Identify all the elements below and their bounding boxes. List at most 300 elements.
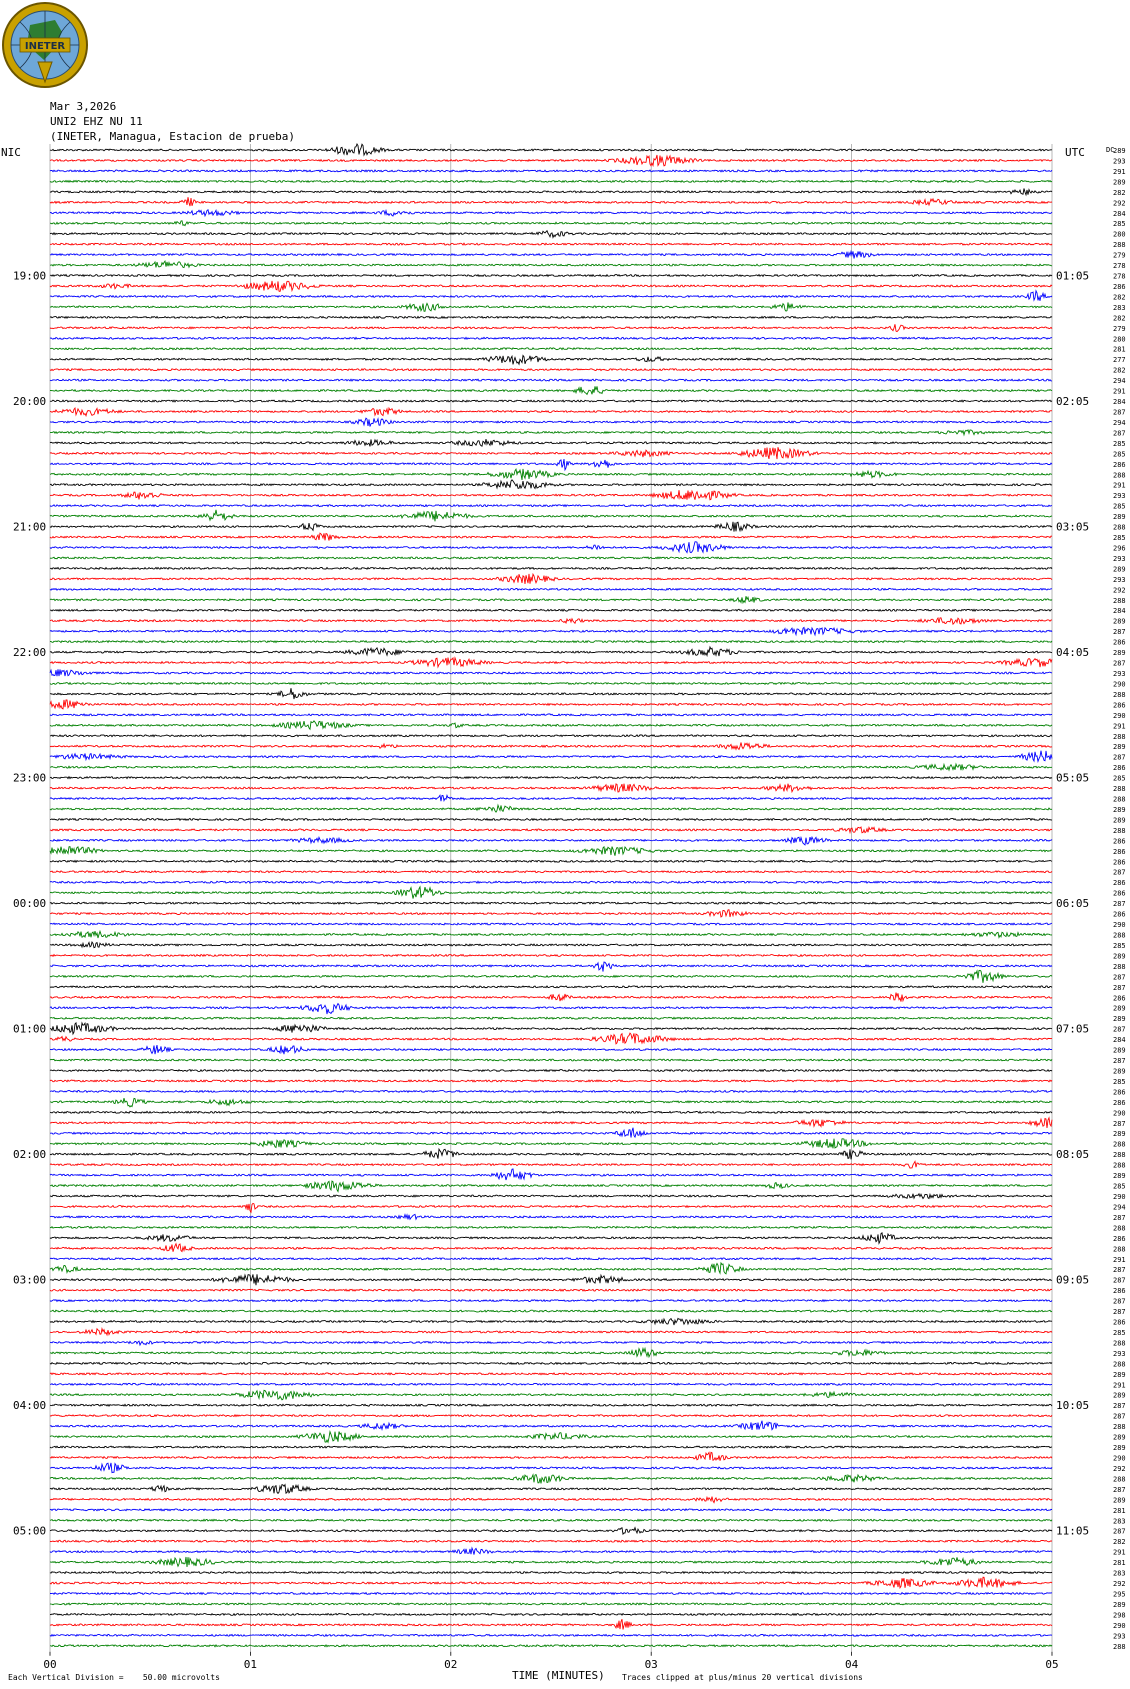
trace-109: [50, 1274, 1052, 1285]
trace-52: [50, 683, 1052, 685]
trace-86: [50, 1033, 1052, 1044]
dc-offset-value: 290: [1113, 921, 1126, 930]
dc-offset-value: 277: [1113, 356, 1126, 365]
trace-70: [50, 871, 1052, 873]
trace-131: [50, 1509, 1052, 1511]
dc-offset-value: 287: [1113, 1266, 1126, 1275]
dc-offset-value: 286: [1113, 764, 1126, 773]
trace-72: [50, 887, 1052, 899]
dc-offset-value: 287: [1113, 1527, 1126, 1536]
dc-offset-value: 285: [1113, 450, 1126, 459]
x-tick-label: 01: [243, 1657, 258, 1671]
dc-offset-value: 286: [1113, 879, 1126, 888]
trace-64: [50, 805, 1052, 812]
trace-96: [50, 1139, 1052, 1149]
trace-130: [50, 1497, 1052, 1503]
trace-119: [50, 1383, 1052, 1385]
trace-51: [50, 669, 1052, 676]
dc-offset-value: 289: [1113, 1004, 1126, 1013]
dc-offset-value: 289: [1113, 1444, 1126, 1453]
dc-offset-value: 283: [1113, 1517, 1126, 1526]
seismic-traces: [50, 144, 1052, 1647]
dc-offset-value: 285: [1113, 1077, 1126, 1086]
trace-83: [50, 1004, 1052, 1015]
trace-20: [50, 348, 1052, 350]
trace-75: [50, 923, 1052, 925]
trace-117: [50, 1363, 1052, 1365]
trace-44: [50, 596, 1052, 603]
trace-26: [50, 408, 1052, 416]
left-time-label: 22:00: [13, 646, 47, 660]
trace-15: [50, 291, 1052, 301]
trace-11: [50, 251, 1052, 258]
trace-137: [50, 1572, 1052, 1574]
trace-71: [50, 881, 1052, 883]
trace-50: [50, 658, 1052, 668]
right-axis-title: UTC: [1065, 146, 1085, 159]
dc-offset-value: 279: [1113, 324, 1126, 333]
dc-offset-value: 298: [1113, 1611, 1126, 1620]
trace-30: [50, 447, 1052, 459]
trace-69: [50, 860, 1052, 862]
dc-offset-value: 292: [1113, 586, 1126, 595]
trace-101: [50, 1194, 1052, 1199]
trace-87: [50, 1045, 1052, 1054]
dc-offset-value: 286: [1113, 858, 1126, 867]
trace-90: [50, 1080, 1052, 1082]
trace-43: [50, 588, 1052, 590]
trace-5: [50, 189, 1052, 195]
trace-114: [50, 1329, 1052, 1335]
trace-10: [50, 243, 1052, 245]
trace-94: [50, 1118, 1052, 1128]
trace-35: [50, 505, 1052, 507]
trace-45: [50, 609, 1052, 611]
dc-offset-value: 282: [1113, 1538, 1126, 1547]
trace-23: [50, 379, 1052, 381]
dc-offset-value: 289: [1113, 1370, 1126, 1379]
dc-offset-value: 287: [1113, 1297, 1126, 1306]
dc-offset-value: 289: [1113, 1172, 1126, 1181]
right-time-label: 02:05: [1056, 395, 1090, 409]
dc-offset-value: 289: [1113, 513, 1126, 522]
trace-29: [50, 439, 1052, 446]
dc-offset-value: 282: [1113, 188, 1126, 197]
dc-offset-value: 288: [1113, 1339, 1126, 1348]
dc-offset-value: 289: [1113, 1130, 1126, 1139]
trace-1: [50, 144, 1052, 155]
trace-68: [50, 847, 1052, 856]
trace-18: [50, 324, 1052, 331]
left-time-labels: [13, 270, 46, 1538]
right-time-label: 11:05: [1056, 1524, 1090, 1538]
dc-offset-value: 288: [1113, 1642, 1126, 1651]
trace-3: [50, 170, 1052, 172]
dc-offset-value: 281: [1113, 1506, 1126, 1515]
right-time-label: 03:05: [1056, 520, 1090, 534]
trace-141: [50, 1614, 1052, 1616]
trace-40: [50, 557, 1052, 559]
dc-offset-value: 287: [1113, 408, 1126, 417]
trace-21: [50, 356, 1052, 365]
trace-19: [50, 337, 1052, 339]
dc-offset-value: 286: [1113, 910, 1126, 919]
dc-offset-value: 288: [1113, 1475, 1126, 1484]
dc-offset-value: 292: [1113, 1464, 1126, 1473]
trace-16: [50, 302, 1052, 311]
trace-73: [50, 902, 1052, 904]
trace-47: [50, 628, 1052, 635]
dc-offset-value: 286: [1113, 1318, 1126, 1327]
x-axis-ticks: [43, 1652, 1058, 1671]
trace-27: [50, 418, 1052, 426]
dc-offset-value: 282: [1113, 366, 1126, 375]
dc-offset-value: 288: [1113, 1151, 1126, 1160]
trace-98: [50, 1161, 1052, 1168]
dc-offset-value: 293: [1113, 554, 1126, 563]
left-time-label: 04:00: [13, 1399, 47, 1413]
dc-offset-value: 280: [1113, 230, 1126, 239]
dc-offset-value: 293: [1113, 157, 1126, 166]
dc-offset-value: 290: [1113, 711, 1126, 720]
trace-108: [50, 1263, 1052, 1274]
left-time-label: 19:00: [13, 269, 47, 283]
dc-offset-value: 289: [1113, 1046, 1126, 1055]
trace-138: [50, 1577, 1052, 1588]
trace-67: [50, 837, 1052, 845]
dc-offset-value: 289: [1113, 649, 1126, 658]
trace-127: [50, 1463, 1052, 1473]
dc-offset-value: 286: [1113, 638, 1126, 647]
trace-4: [50, 181, 1052, 183]
dc-offset-value: 294: [1113, 1203, 1126, 1212]
trace-133: [50, 1528, 1052, 1534]
trace-65: [50, 819, 1052, 821]
trace-61: [50, 777, 1052, 779]
dc-offset-value: 288: [1113, 732, 1126, 741]
trace-88: [50, 1059, 1052, 1061]
trace-113: [50, 1318, 1052, 1325]
dc-offset-value: 285: [1113, 941, 1126, 950]
dc-offset-value: 282: [1113, 293, 1126, 302]
trace-126: [50, 1452, 1052, 1460]
trace-132: [50, 1519, 1052, 1521]
dc-offset-value: 286: [1113, 847, 1126, 856]
trace-100: [50, 1181, 1052, 1191]
trace-82: [50, 993, 1052, 1002]
dc-offset-value: 289: [1113, 178, 1126, 187]
trace-95: [50, 1128, 1052, 1138]
dc-offset-value: 290: [1113, 1454, 1126, 1463]
dc-offset-value: 289: [1113, 147, 1126, 155]
dc-offset-value: 283: [1113, 1569, 1126, 1578]
dc-offset-value: 291: [1113, 1255, 1126, 1264]
trace-107: [50, 1258, 1052, 1260]
dc-offset-value: 287: [1113, 1057, 1126, 1066]
dc-offset-value: 289: [1113, 1391, 1126, 1400]
dc-offset-value: 287: [1113, 983, 1126, 992]
dc-offset-value: 293: [1113, 1632, 1126, 1641]
trace-116: [50, 1349, 1052, 1357]
dc-offset-value: 286: [1113, 1234, 1126, 1243]
dc-offset-value: 286: [1113, 837, 1126, 846]
x-tick-label: 00: [43, 1657, 57, 1671]
dc-offset-value: 288: [1113, 931, 1126, 940]
dc-offset-value: 288: [1113, 785, 1126, 794]
x-tick-label: 05: [1045, 1657, 1059, 1671]
trace-106: [50, 1244, 1052, 1252]
left-time-label: 21:00: [13, 520, 47, 534]
trace-28: [50, 430, 1052, 435]
dc-offset-value: 289: [1113, 617, 1126, 626]
dc-offset-value: 287: [1113, 753, 1126, 762]
dc-offset-value: 285: [1113, 1182, 1126, 1191]
dc-offset-value: 285: [1113, 534, 1126, 543]
dc-offset-value: 288: [1113, 690, 1126, 699]
trace-25: [50, 400, 1052, 402]
trace-143: [50, 1634, 1052, 1636]
dc-offset-value: 290: [1113, 1193, 1126, 1201]
trace-53: [50, 688, 1052, 699]
dc-offset-value: 286: [1113, 460, 1126, 469]
x-tick-label: 02: [444, 1657, 458, 1671]
trace-105: [50, 1233, 1052, 1244]
trace-84: [50, 1017, 1052, 1019]
trace-97: [50, 1149, 1052, 1159]
trace-121: [50, 1404, 1052, 1406]
trace-120: [50, 1390, 1052, 1400]
trace-124: [50, 1432, 1052, 1443]
trace-32: [50, 469, 1052, 480]
dc-offset-value: 287: [1113, 628, 1126, 637]
trace-144: [50, 1645, 1052, 1647]
dc-offset-value: 287: [1113, 1025, 1126, 1034]
dc-offset-value: 289: [1113, 1067, 1126, 1076]
trace-9: [50, 231, 1052, 238]
x-axis-label: TIME (MINUTES): [512, 1669, 605, 1682]
trace-14: [50, 281, 1052, 292]
dc-offset-value: 288: [1113, 1224, 1126, 1233]
right-time-label: 10:05: [1056, 1399, 1090, 1413]
dc-offset-value: 289: [1113, 816, 1126, 825]
trace-58: [50, 743, 1052, 750]
dc-offset-value: 280: [1113, 335, 1126, 344]
trace-123: [50, 1421, 1052, 1430]
dc-offset-value: 287: [1113, 900, 1126, 909]
trace-85: [50, 1023, 1052, 1034]
trace-89: [50, 1070, 1052, 1072]
trace-24: [50, 386, 1052, 394]
trace-110: [50, 1289, 1052, 1291]
dc-offset-value: 284: [1113, 1036, 1126, 1045]
dc-offset-value: 288: [1113, 1161, 1126, 1170]
trace-34: [50, 490, 1052, 500]
header-date: Mar 3,2026: [50, 100, 117, 113]
dc-offset-value: 293: [1113, 670, 1126, 678]
trace-102: [50, 1203, 1052, 1212]
trace-37: [50, 522, 1052, 532]
dc-offset-value: 287: [1113, 1412, 1126, 1421]
trace-103: [50, 1214, 1052, 1219]
trace-49: [50, 647, 1052, 656]
trace-62: [50, 784, 1052, 792]
dc-offset-value: 292: [1113, 199, 1126, 208]
trace-42: [50, 574, 1052, 584]
dc-offset-value: 286: [1113, 1088, 1126, 1097]
trace-78: [50, 955, 1052, 957]
dc-offset-value: 296: [1113, 544, 1126, 553]
dc-offset-value: 286: [1113, 994, 1126, 1003]
dc-offset-value: 290: [1113, 1109, 1126, 1118]
trace-91: [50, 1091, 1052, 1093]
trace-135: [50, 1548, 1052, 1555]
dc-offset-value: 293: [1113, 492, 1126, 501]
right-time-label: 06:05: [1056, 897, 1090, 911]
minute-gridlines: [50, 144, 1052, 1652]
dc-offset-value: 289: [1113, 565, 1126, 574]
trace-38: [50, 533, 1052, 540]
dc-offset-value: 289: [1113, 1496, 1126, 1505]
trace-104: [50, 1227, 1052, 1229]
right-time-label: 07:05: [1056, 1022, 1090, 1036]
dc-offset-value: 286: [1113, 1287, 1126, 1296]
trace-74: [50, 910, 1052, 917]
dc-offset-value: 289: [1113, 1433, 1126, 1442]
trace-76: [50, 931, 1052, 938]
trace-7: [50, 210, 1052, 216]
right-time-label: 04:05: [1056, 646, 1090, 660]
dc-offset-value: 285: [1113, 774, 1126, 783]
dc-offset-value: 284: [1113, 607, 1126, 616]
x-tick-label: 04: [844, 1657, 859, 1671]
trace-46: [50, 618, 1052, 624]
trace-2: [50, 155, 1052, 166]
dc-offset-value: 278: [1113, 262, 1126, 271]
dc-offset-value: 284: [1113, 398, 1126, 407]
trace-77: [50, 942, 1052, 948]
trace-48: [50, 641, 1052, 643]
left-time-label: 00:00: [13, 897, 47, 911]
dc-offset-labels: [1113, 147, 1126, 1651]
left-axis-title: NIC: [1, 146, 21, 159]
dc-offset-value: 288: [1113, 241, 1126, 250]
dc-offset-value: 278: [1113, 272, 1126, 281]
trace-56: [50, 721, 1052, 729]
right-time-labels: [1056, 270, 1089, 1538]
x-tick-label: 03: [644, 1657, 658, 1671]
trace-22: [50, 369, 1052, 371]
dc-offset-value: 289: [1113, 743, 1126, 752]
dc-offset-value: 289: [1113, 952, 1126, 961]
right-values-title: DC: [1106, 146, 1115, 154]
trace-41: [50, 568, 1052, 570]
trace-129: [50, 1485, 1052, 1494]
dc-offset-value: 295: [1113, 1590, 1126, 1599]
dc-offset-value: 285: [1113, 502, 1126, 511]
dc-offset-value: 293: [1113, 575, 1126, 584]
trace-111: [50, 1300, 1052, 1302]
dc-offset-value: 293: [1113, 1349, 1126, 1358]
trace-8: [50, 221, 1052, 226]
dc-offset-value: 287: [1113, 429, 1126, 438]
right-time-label: 05:05: [1056, 771, 1090, 785]
dc-offset-value: 292: [1113, 1580, 1126, 1589]
right-time-label: 08:05: [1056, 1148, 1090, 1162]
dc-offset-value: 281: [1113, 1559, 1126, 1568]
trace-63: [50, 795, 1052, 801]
dc-offset-value: 291: [1113, 722, 1126, 731]
dc-offset-value: 289: [1113, 1600, 1126, 1609]
logo-text: INETER: [24, 41, 66, 52]
header-station: UNI2 EHZ NU 11: [50, 115, 143, 128]
trace-31: [50, 459, 1052, 470]
trace-17: [50, 317, 1052, 319]
trace-128: [50, 1475, 1052, 1484]
dc-offset-value: 286: [1113, 282, 1126, 291]
trace-39: [50, 542, 1052, 553]
dc-offset-value: 281: [1113, 345, 1126, 354]
left-time-label: 05:00: [13, 1524, 47, 1538]
trace-81: [50, 986, 1052, 988]
dc-offset-value: 282: [1113, 314, 1126, 323]
left-time-label: 20:00: [13, 395, 47, 409]
dc-offset-value: 288: [1113, 596, 1126, 605]
clip-note: Traces clipped at plus/minus 20 vertical divisions: [622, 1673, 863, 1682]
dc-offset-value: 289: [1113, 805, 1126, 814]
trace-60: [50, 764, 1052, 770]
dc-offset-value: 287: [1113, 1276, 1126, 1285]
dc-offset-value: 288: [1113, 962, 1126, 971]
trace-54: [50, 700, 1052, 709]
trace-13: [50, 275, 1052, 277]
trace-80: [50, 970, 1052, 983]
dc-offset-value: 294: [1113, 377, 1126, 386]
dc-offset-value: 290: [1113, 680, 1126, 689]
dc-offset-value: 285: [1113, 220, 1126, 229]
left-time-label: 03:00: [13, 1273, 47, 1287]
dc-offset-value: 294: [1113, 418, 1126, 427]
trace-99: [50, 1169, 1052, 1180]
dc-offset-value: 286: [1113, 1098, 1126, 1107]
dc-offset-value: 289: [1113, 1015, 1126, 1024]
dc-offset-value: 288: [1113, 1245, 1126, 1254]
trace-134: [50, 1540, 1052, 1542]
left-time-label: 02:00: [13, 1148, 47, 1162]
trace-12: [50, 261, 1052, 268]
left-time-label: 23:00: [13, 771, 47, 785]
left-time-label: 01:00: [13, 1022, 47, 1036]
right-time-label: 01:05: [1056, 269, 1090, 283]
dc-offset-value: 284: [1113, 209, 1126, 218]
dc-offset-value: 279: [1113, 251, 1126, 260]
trace-59: [50, 751, 1052, 762]
trace-57: [50, 735, 1052, 737]
trace-136: [50, 1557, 1052, 1567]
dc-offset-value: 288: [1113, 795, 1126, 804]
trace-79: [50, 962, 1052, 972]
trace-125: [50, 1446, 1052, 1448]
dc-offset-value: 287: [1113, 1402, 1126, 1411]
dc-offset-value: 290: [1113, 1621, 1126, 1630]
scale-note: Each Vertical Division = 50.00 microvolts: [8, 1673, 220, 1682]
dc-offset-value: 287: [1113, 1485, 1126, 1494]
dc-offset-value: 291: [1113, 167, 1126, 176]
trace-115: [50, 1341, 1052, 1345]
dc-offset-value: 288: [1113, 1360, 1126, 1369]
trace-93: [50, 1111, 1052, 1113]
dc-offset-value: 291: [1113, 1548, 1126, 1557]
trace-6: [50, 197, 1052, 206]
